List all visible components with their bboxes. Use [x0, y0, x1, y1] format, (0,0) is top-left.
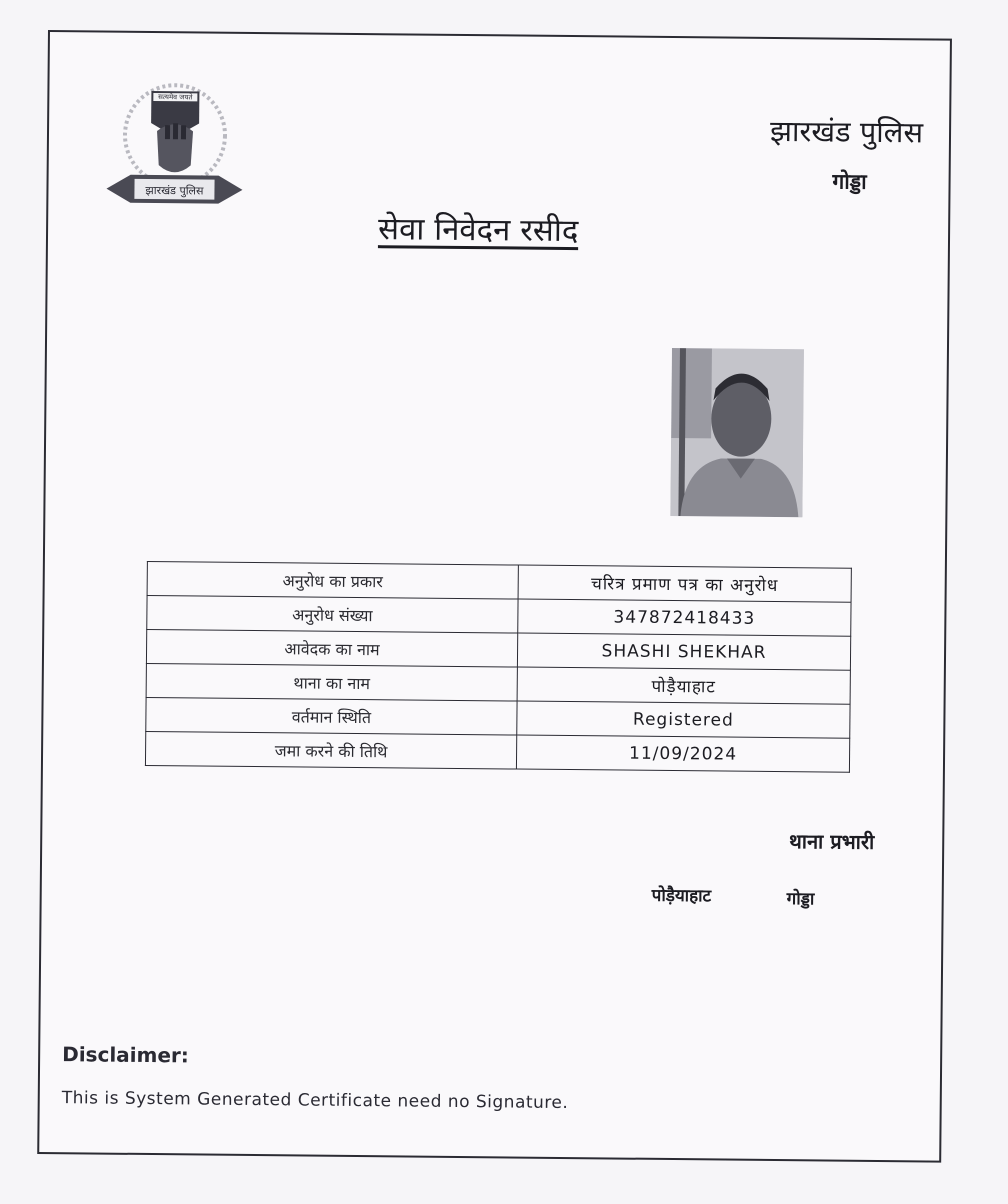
- police-station-name: पोड़ैयाहाट: [651, 885, 712, 907]
- row-value: चरित्र प्रमाण पत्र का अनुरोध: [518, 565, 851, 602]
- svg-text:सत्यमेव जयते: सत्यमेव जयते: [158, 93, 193, 102]
- request-details-table: [145, 561, 852, 773]
- table-row: [145, 731, 849, 772]
- row-label: आवेदक का नाम: [146, 629, 517, 667]
- receipt-title: सेवा निवेदन रसीद: [377, 211, 579, 250]
- row-value: 347872418433: [518, 599, 851, 636]
- row-value: SHASHI SHEKHAR: [517, 633, 850, 670]
- row-value: पोड़ैयाहाट: [517, 667, 850, 704]
- officer-designation: थाना प्रभारी: [788, 829, 875, 854]
- svg-text:झारखंड पुलिस: झारखंड पुलिस: [145, 183, 204, 198]
- district-name: गोड्डा: [832, 169, 867, 194]
- applicant-photo: [670, 348, 804, 517]
- row-label: वर्तमान स्थिति: [146, 697, 517, 735]
- row-label: थाना का नाम: [146, 663, 517, 701]
- row-value: Registered: [517, 701, 850, 738]
- row-label: अनुरोध का प्रकार: [147, 561, 518, 599]
- receipt-page: [37, 30, 978, 1189]
- row-value: 11/09/2024: [516, 735, 849, 772]
- receipt-frame: [37, 30, 952, 1163]
- disclaimer-text: This is System Generated Certificate need no Signature.: [61, 1088, 569, 1114]
- row-label: अनुरोध संख्या: [147, 595, 518, 633]
- department-name: झारखंड पुलिस: [769, 113, 924, 150]
- disclaimer-title: Disclaimer:: [62, 1042, 189, 1068]
- row-label: जमा करने की तिथि: [145, 731, 516, 769]
- signature-district-name: गोड्डा: [786, 889, 815, 910]
- jharkhand-police-logo: [100, 71, 249, 212]
